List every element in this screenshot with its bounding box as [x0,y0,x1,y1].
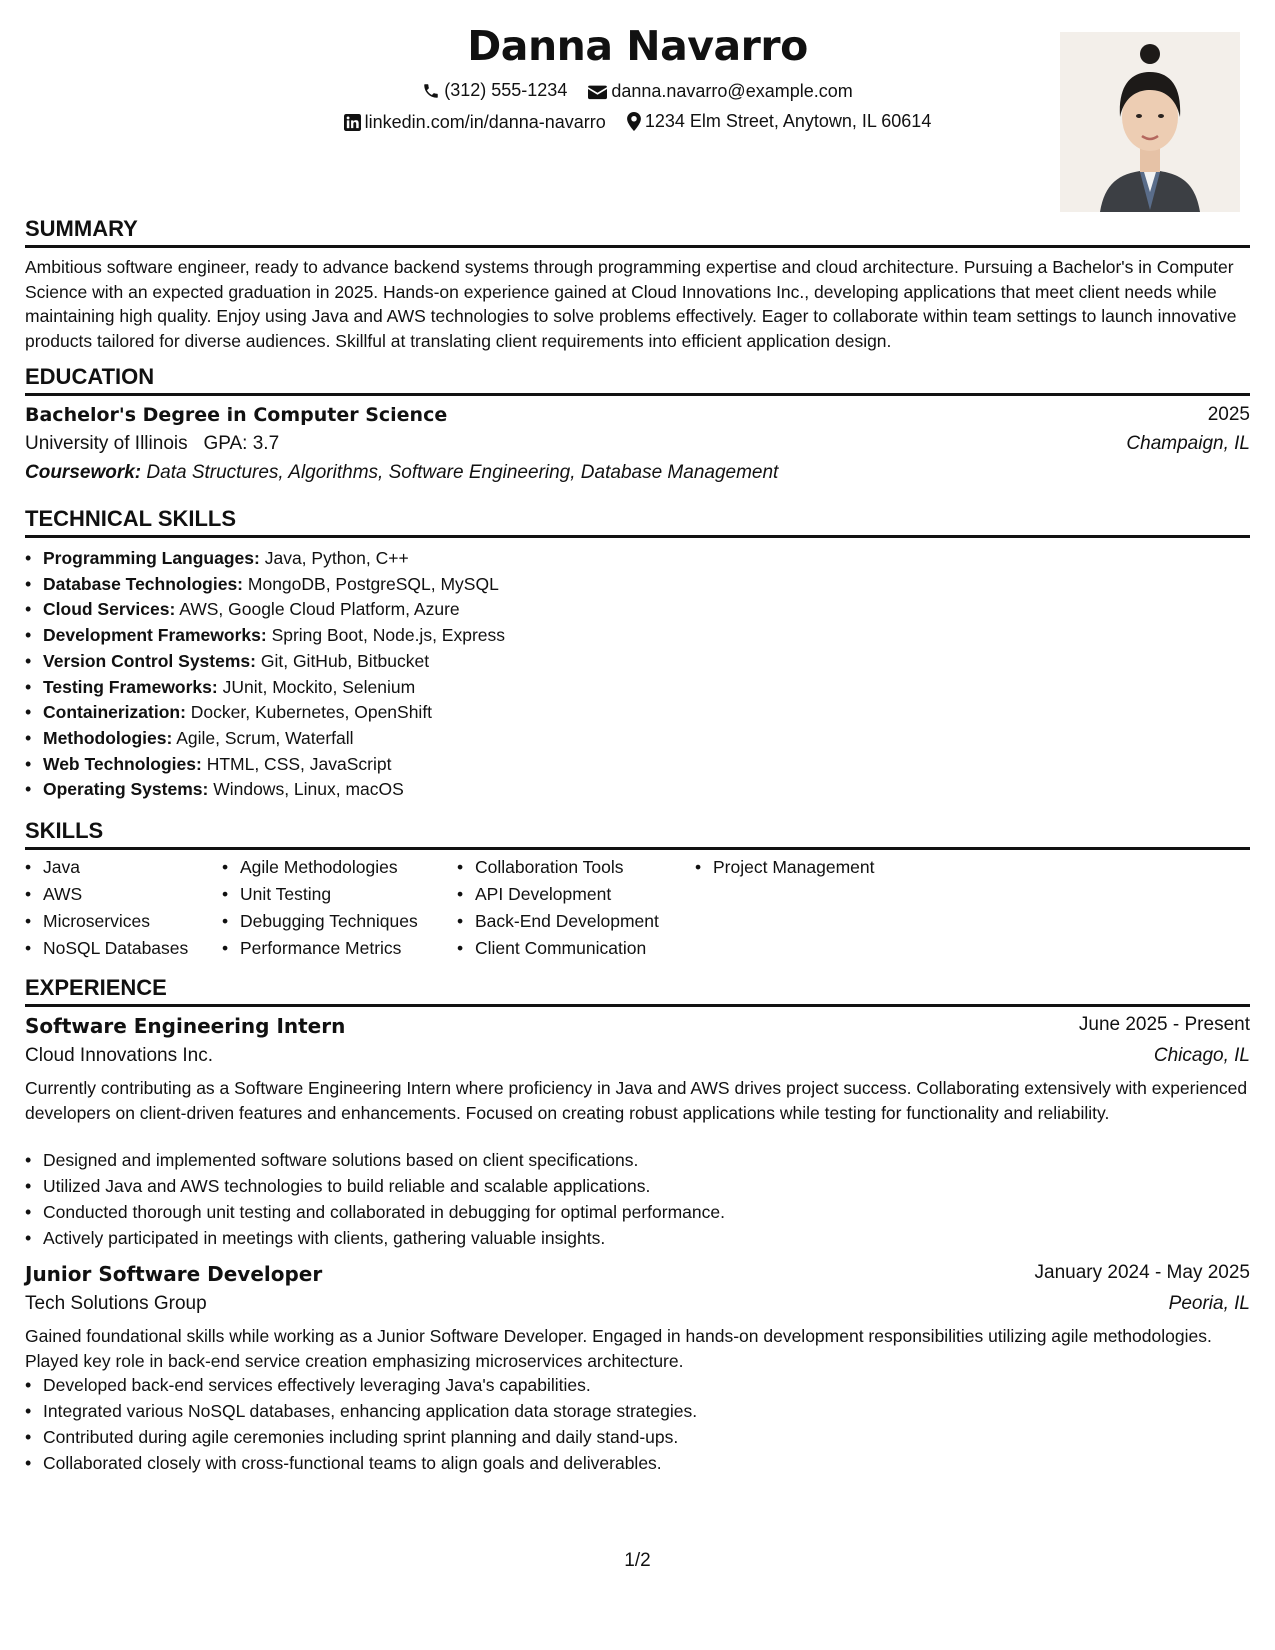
degree-title: Bachelor's Degree in Computer Science [25,404,448,426]
technical-skills-heading: TECHNICAL SKILLS [25,506,1250,538]
linkedin-icon [344,114,361,131]
job-2-bullets [25,1372,697,1476]
tech-skill-value: JUnit, Mockito, Selenium [222,676,416,697]
job-summary: Gained foundational skills while working as a Junior Software Developer. Engaged in hands-on development responsibilities utilizing agile methodologies. Played key role in back-end service creation emphasizing microservices architecture. [25,1326,1212,1371]
tech-skill-label: Version Control Systems: [43,650,256,671]
tech-skill-item [43,675,505,701]
job-bullet: • Designed and implemented software solutions based on client specifications. [43,1147,725,1173]
job-dates: June 2025 - Present [1078,1014,1250,1035]
tech-skill-item [43,572,505,598]
email-text: danna.navarro@example.com [611,81,853,101]
email-contact[interactable] [588,81,852,102]
tech-skill-value: Git, GitHub, Bitbucket [260,650,430,671]
job-bullet: • Integrated various NoSQL databases, enhancing application data storage strategies. [43,1398,697,1424]
graduation-year: 2025 [1207,404,1250,425]
job-bullet: • Contributed during agile ceremonies including sprint planning and daily stand-ups. [43,1424,697,1450]
tech-skill-item [43,726,505,752]
technical-skills-list [25,546,505,803]
envelope-icon [588,84,607,100]
skill-item: • AWS [43,884,188,911]
experience-heading: EXPERIENCE [25,975,1250,1007]
tech-skill-item [43,777,505,803]
skill-item: • API Development [475,884,659,911]
coursework-label: Coursework: [25,462,142,483]
coursework [25,462,778,484]
school-location: Champaign, IL [1126,433,1250,454]
tech-skill-item [43,623,505,649]
job-2-title-row [25,1262,1250,1286]
skill-item: • Java [43,857,188,884]
job-1-title-row [25,1014,1250,1038]
job-location: Chicago, IL [1153,1045,1250,1066]
linkedin-contact[interactable] [344,112,606,133]
skill-item: • Agile Methodologies [240,857,418,884]
profile-photo [1060,32,1240,212]
job-role: Junior Software Developer [25,1262,323,1286]
tech-skill-value: Windows, Linux, macOS [213,779,404,800]
tech-skill-item [43,752,505,778]
tech-skill-item [43,546,505,572]
skills-column-3 [457,857,659,965]
skill-item: • Performance Metrics [240,938,418,965]
tech-skill-label: Methodologies: [43,727,173,748]
skill-item: • NoSQL Databases [43,938,188,965]
phone-text: (312) 555-1234 [444,80,568,100]
skill-item: • Unit Testing [240,884,418,911]
education-heading: EDUCATION [25,364,1250,396]
skill-item: • Client Communication [475,938,659,965]
summary-heading: SUMMARY [25,216,1250,248]
tech-skill-label: Testing Frameworks: [43,676,218,697]
job-bullet: • Developed back-end services effectively leveraging Java's capabilities. [43,1372,697,1398]
job-bullet: • Actively participated in meetings with clients, gathering valuable insights. [43,1225,725,1251]
tech-skill-label: Cloud Services: [43,599,176,620]
skills-column-2 [222,857,418,965]
job-bullet: • Utilized Java and AWS technologies to build reliable and scalable applications. [43,1173,725,1199]
tech-skill-value: Java, Python, C++ [264,548,409,568]
job-bullet: • Conducted thorough unit testing and collaborated in debugging for optimal performance. [43,1199,725,1225]
skill-item: • Collaboration Tools [475,857,659,884]
skills-column-1 [25,857,188,965]
skill-item: • Debugging Techniques [240,911,418,938]
education-degree-row [25,404,1250,426]
skill-item: • Back-End Development [475,911,659,938]
tech-skill-item [43,649,505,675]
summary-text: Ambitious software engineer, ready to advance backend systems through programming expertise and cloud architecture. Pursuing a Bachelor's in Computer Science with an expected graduation in 2025. Hands-on experience gained at Cloud Innovations Inc., developing applications that meet client needs while maintaining high quality. Enjoy using Java and AWS technologies to solve problems effectively. Eager to collaborate within team settings to launch innovative products tailored for diverse audiences. Skillful at translating client requirements into efficient application design. [25,257,1237,351]
tech-skill-value: Agile, Scrum, Waterfall [176,727,354,748]
tech-skill-item [43,597,505,623]
candidate-name: Danna Navarro [467,22,808,70]
tech-skill-label: Containerization: [43,702,186,723]
school-info [25,433,279,455]
address-text: 1234 Elm Street, Anytown, IL 60614 [644,111,932,131]
address-contact [627,111,932,132]
tech-skill-value: Spring Boot, Node.js, Express [271,625,506,646]
job-role: Software Engineering Intern [25,1014,346,1038]
phone-icon [422,82,440,100]
job-company: Cloud Innovations Inc. [25,1045,214,1066]
skills-column-4 [695,857,874,884]
linkedin-text: linkedin.com/in/danna-navarro [364,112,606,132]
coursework-text: Data Structures, Algorithms, Software Engineering, Database Management [146,462,779,483]
skills-heading: SKILLS [25,818,1250,850]
job-2-company-row [25,1293,1250,1315]
phone-contact [422,80,567,101]
tech-skill-value: Docker, Kubernetes, OpenShift [190,702,433,723]
tech-skill-label: Web Technologies: [43,753,202,774]
job-bullet: • Collaborated closely with cross-functional teams to align goals and deliverables. [43,1450,697,1476]
gpa: GPA: 3.7 [203,433,280,454]
job-summary: Currently contributing as a Software Engineering Intern where proficiency in Java and AWS drives project success. Collaborating extensively with experienced developers on client-driven features and enhancements. Focused on creating robust applications while testing for functionality and reliability. [25,1078,1248,1123]
job-location: Peoria, IL [1168,1293,1250,1314]
job-company: Tech Solutions Group [25,1293,207,1314]
education-school-row [25,433,1250,455]
tech-skill-label: Development Frameworks: [43,625,267,646]
skill-item: • Project Management [713,857,874,884]
tech-skill-label: Operating Systems: [43,779,209,800]
school-name: University of Illinois [25,433,188,454]
job-1-bullets [25,1147,725,1251]
map-pin-icon [627,112,641,131]
skill-item: • Microservices [43,911,188,938]
tech-skill-value: HTML, CSS, JavaScript [206,753,392,774]
tech-skill-label: Programming Languages: [43,548,260,568]
tech-skill-item [43,700,505,726]
job-dates: January 2024 - May 2025 [1034,1262,1250,1283]
tech-skill-value: MongoDB, PostgreSQL, MySQL [247,573,499,594]
job-1-company-row [25,1045,1250,1067]
page-number: 1/2 [624,1550,651,1571]
coursework-row [25,462,1250,484]
tech-skill-value: AWS, Google Cloud Platform, Azure [179,599,460,620]
tech-skill-label: Database Technologies: [43,573,244,594]
